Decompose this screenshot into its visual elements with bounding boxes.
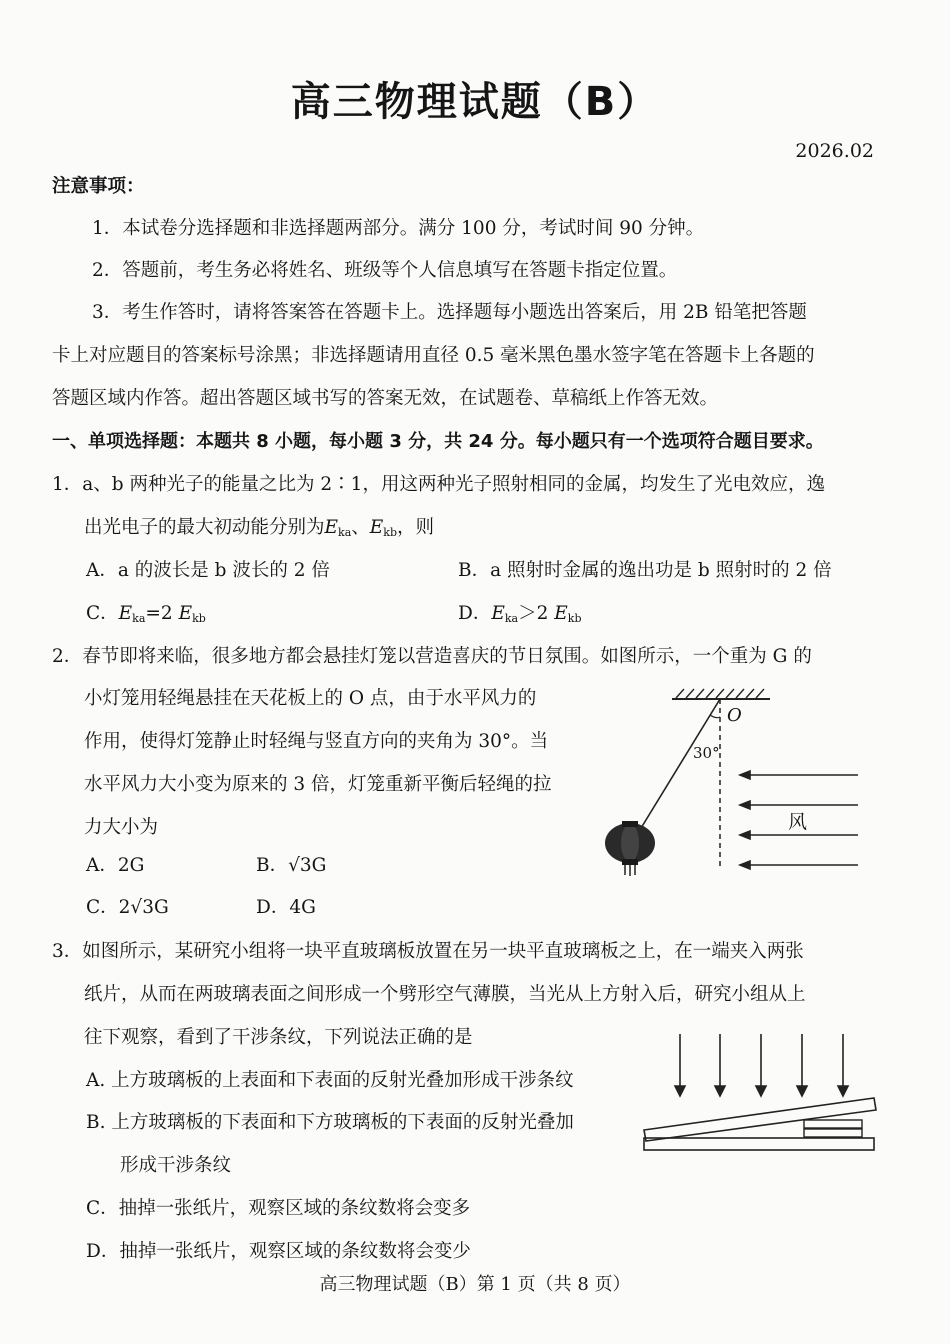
q2-stem-line-3: 作用，使得灯笼静止时轻绳与竖直方向的夹角为 30°。当 (84, 731, 549, 752)
q3-stem-line-3: 往下观察，看到了干涉条纹，下列说法正确的是 (84, 1027, 473, 1048)
q2-option-c[interactable]: C．2√3G (86, 897, 169, 918)
q2-option-a[interactable]: A．2G (86, 855, 145, 876)
q3-stem-line-2: 纸片，从而在两玻璃表面之间形成一个劈形空气薄膜，当光从上方射入后，研究小组从上 (84, 984, 806, 1005)
q2-stem-line-2: 小灯笼用轻绳悬挂在天花板上的 O 点，由于水平风力的 (84, 688, 537, 709)
q1-option-d[interactable]: D．$E_{ka}>2$ $E_{kb}$ (458, 603, 582, 625)
paper-sheet-1 (804, 1120, 862, 1128)
q1-option-c[interactable]: C．$E_{ka}=2$ $E_{kb}$ (86, 603, 206, 625)
q3-option-b-line-2[interactable]: 形成干涉条纹 (120, 1155, 232, 1176)
q3-option-b-line-1[interactable]: B. 上方玻璃板的下表面和下方玻璃板的下表面的反射光叠加 (86, 1112, 574, 1133)
q2-stem-line-1: 2．春节即将来临，很多地方都会悬挂灯笼以营造喜庆的节日氛围。如图所示，一个重为 G 的 (52, 646, 812, 667)
q3-option-c[interactable]: C．抽掉一张纸片，观察区域的条纹数将会变多 (86, 1198, 471, 1219)
notice-item-3-line-3: 答题区域内作答。超出答题区域书写的答案无效，在试题卷、草稿纸上作答无效。 (52, 388, 719, 409)
q2-stem-line-4: 水平风力大小变为原来的 3 倍，灯笼重新平衡后轻绳的拉 (84, 774, 552, 795)
q2-lantern-figure (600, 685, 870, 880)
point-o-label: O (727, 705, 742, 726)
q1-option-b[interactable]: B．a 照射时金属的逸出功是 b 照射时的 2 倍 (458, 560, 832, 581)
lower-glass-plate (644, 1138, 874, 1150)
q2-option-b[interactable]: B．√3G (256, 855, 327, 876)
q3-option-a[interactable]: A. 上方玻璃板的上表面和下表面的反射光叠加形成干涉条纹 (86, 1070, 574, 1091)
exam-date: 2026.02 (795, 140, 874, 162)
lantern-icon (605, 821, 655, 876)
notice-item-1: 1．本试卷分选择题和非选择题两部分。满分 100 分，考试时间 90 分钟。 (92, 218, 705, 239)
angle-arc (710, 715, 720, 718)
section-1-heading: 一、单项选择题：本题共 8 小题，每小题 3 分，共 24 分。每小题只有一个选项符合题目要求。 (52, 431, 824, 452)
page-footer: 高三物理试题（B）第 1 页（共 8 页） (319, 1274, 631, 1295)
q1-option-a[interactable]: A．a 的波长是 b 波长的 2 倍 (86, 560, 330, 581)
notice-heading: 注意事项： (52, 176, 145, 197)
q3-air-wedge-figure (640, 1030, 880, 1160)
notice-item-3-line-1: 3．考生作答时，请将答案答在答题卡上。选择题每小题选出答案后，用 2B 铅笔把答题 (92, 302, 807, 323)
angle-label: 30° (693, 744, 720, 762)
q2-stem-line-5: 力大小为 (84, 817, 159, 838)
rope (638, 699, 720, 833)
page-title: 高三物理试题（B） (290, 79, 660, 125)
q3-stem-line-1: 3．如图所示，某研究小组将一块平直玻璃板放置在另一块平直玻璃板之上，在一端夹入两张 (52, 941, 804, 962)
q1-stem-line-2: 出光电子的最大初动能分别为$E_{ka}$、$E_{kb}$，则 (84, 517, 435, 539)
incident-light-arrows (675, 1034, 848, 1096)
paper-sheet-2 (804, 1129, 862, 1137)
q2-option-d[interactable]: D．4G (256, 897, 316, 918)
notice-item-3-line-2: 卡上对应题目的答案标号涂黑；非选择题请用直径 0.5 毫米黑色墨水签字笔在答题卡上各题的 (52, 345, 815, 366)
q1-stem-line-1: 1．a、b 两种光子的能量之比为 2∶1，用这两种光子照射相同的金属，均发生了光电效应，逸 (52, 474, 825, 495)
wind-label: 风 (788, 811, 808, 833)
ceiling-hatch (676, 689, 764, 698)
q3-option-d[interactable]: D．抽掉一张纸片，观察区域的条纹数将会变少 (86, 1241, 471, 1262)
notice-item-2: 2．答题前，考生务必将姓名、班级等个人信息填写在答题卡指定位置。 (92, 260, 678, 281)
